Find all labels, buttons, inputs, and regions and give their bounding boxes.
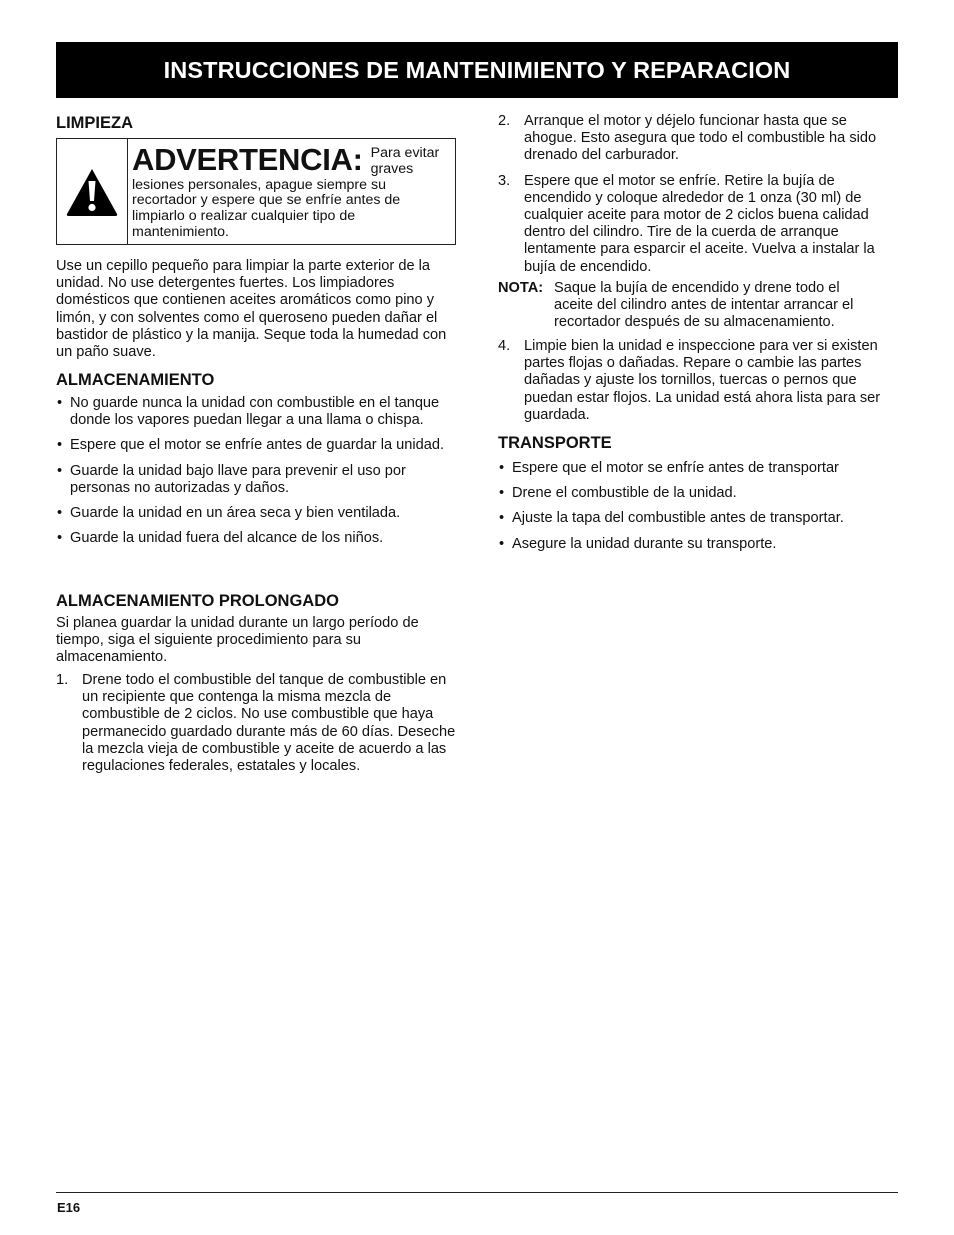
list-item: • Guarde la unidad bajo llave para prevenir el uso por personas no autorizadas y daños. [56,463,456,497]
prolongado-intro: Si planea guardar la unidad durante un largo período de tiempo, siga el siguiente procedimiento para su almacenamiento. [56,615,419,666]
list-item: • Asegure la unidad durante su transporte. [498,536,900,553]
list-item: • Espere que el motor se enfríe antes de transportar [498,460,900,477]
step-number: 2. [498,113,511,129]
warning-body: lesiones personales, apague siempre su recortador y espere que se enfríe antes de limpiarlo o realizar cualquier tipo de mantenimiento. [132,176,401,240]
list-item [498,338,900,424]
footer-rule [56,1192,898,1193]
almacenamiento-heading: ALMACENAMIENTO [56,371,215,389]
step-number: 4. [498,338,511,354]
transporte-heading: TRANSPORTE [498,434,612,452]
warning-intro: Para evitar graves [370,145,440,177]
step-text: Limpie bien la unidad e inspeccione para ver si existen partes flojas o dañadas. Repare o cambie las partes dañadas y ajuste los tornillos, tuercas o pernos que puedan estar flojos. La unidad está ahora lista para ser guardada. [524,338,881,423]
step-text: Arranque el motor y déjelo funcionar hasta que se ahogue. Esto asegura que todo el combustible ha sido drenado del carburador. [524,113,877,164]
section-banner [56,42,898,98]
list-item: • No guarde nunca la unidad con combustible en el tanque donde los vapores puedan llegar a una llama o chispa. [56,395,456,429]
nota-block [498,280,878,332]
list-item: • Guarde la unidad fuera del alcance de los niños. [56,530,456,547]
list-item: • Drene el combustible de la unidad. [498,485,900,502]
limpieza-heading: LIMPIEZA [56,114,133,132]
warning-triangle-icon [65,167,119,217]
right-column [498,112,900,552]
nota-text: Saque la bujía de encendido y drene todo el aceite del cilindro antes de intentar arrancar el recortador después de su almacenamiento. [554,280,854,331]
list-item [498,173,900,276]
list-item: • Ajuste la tapa del combustible antes de transportar. [498,510,900,527]
list-item [498,113,900,165]
page-number: E16 [57,1200,81,1215]
limpieza-paragraph: Use un cepillo pequeño para limpiar la parte exterior de la unidad. No use detergentes fuertes. Los limpiadores domésticos que contienen aceites aromáticos como pino y limón, y con solventes como el queroseno pueden dañar el bastidor de plástico y la manija. Seque toda la humedad con un paño suave. [56,258,447,361]
step-number: 1. [56,672,69,688]
prolongado-steps-right [498,113,900,276]
warning-text [128,139,455,244]
prolongado-heading: ALMACENAMIENTO PROLONGADO [56,592,339,610]
prolongado-steps-left [56,672,456,775]
list-item: • Guarde la unidad en un área seca y bien ventilada. [56,505,456,522]
section-title: INSTRUCCIONES DE MANTENIMIENTO Y REPARACION [163,56,791,83]
list-item [56,672,456,775]
list-item: • Espere que el motor se enfríe antes de guardar la unidad. [56,437,456,454]
step-text: Drene todo el combustible del tanque de combustible en un recipiente que contenga la misma mezcla de combustible de 2 ciclos. No use combustible que haya permanecido guardado durante más de 60 días. Deseche la mezcla vieja de combustible y aceite de acuerdo a las regulaciones federales, estatales y locales. [82,672,456,775]
transporte-list [498,460,900,553]
nota-label: NOTA: [498,280,544,296]
step-text: Espere que el motor se enfríe. Retire la bujía de encendido y coloque alrededor de 1 onza (30 ml) de cualquier aceite para motor de 2 ciclos buena calidad dentro del cilindro. Tire de la cuerda de arranque lentamente para esparcir el aceite. Vuelva a instalar la bujía de encendido. [524,172,875,275]
warning-box [56,138,456,245]
warning-title: ADVERTENCIA: [132,142,363,177]
prolongado-steps-right-2 [498,338,900,424]
warning-icon-cell [57,139,128,244]
step-number: 3. [498,172,511,189]
left-column [56,112,456,775]
almacenamiento-list [56,395,456,547]
